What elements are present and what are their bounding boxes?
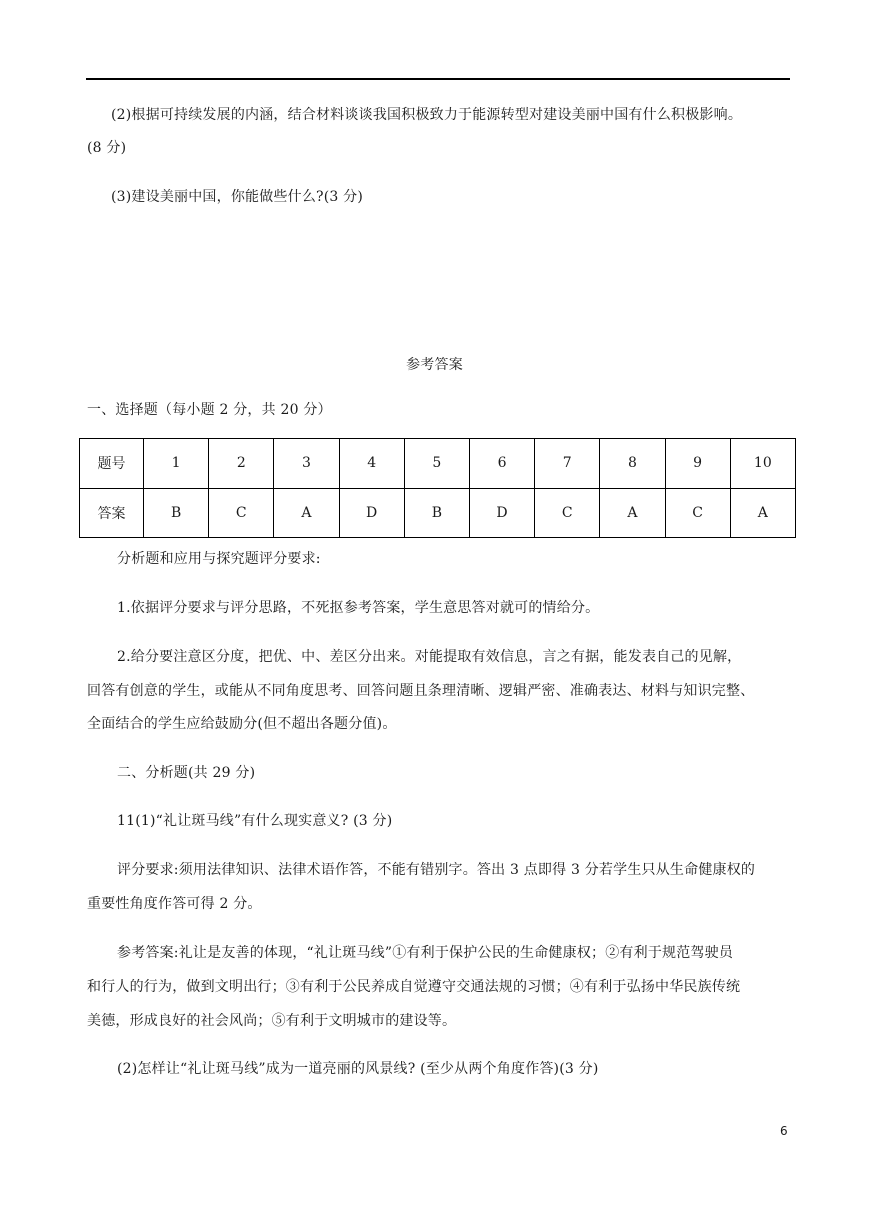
q11-answer-line3: 美德，形成良好的社会风尚；⑤有利于文明城市的建设等。 <box>87 1013 457 1029</box>
question-11-part2: (2)怎样让“礼让斑马线”成为一道亮丽的风景线? (至少从两个角度作答)(3 分) <box>117 1061 599 1077</box>
answer-table <box>79 438 796 538</box>
question-number-cell: 6 <box>469 439 534 489</box>
grading-rule-1: 1.依据评分要求与评分思路，不死抠参考答案，学生意思答对就可的情给分。 <box>117 600 600 616</box>
answer-cell: C <box>209 488 274 538</box>
answer-cell: A <box>730 488 795 538</box>
question-number-cell: 8 <box>600 439 665 489</box>
question-number-cell: 2 <box>209 439 274 489</box>
table-row <box>80 488 796 538</box>
table-row <box>80 439 796 489</box>
grading-rule-2-line2: 回答有创意的学生，或能从不同角度思考、回答问题且条理清晰、逻辑严密、准确表达、材料与知识完整、 <box>87 683 755 699</box>
section-1-title: 一、选择题（每小题 2 分，共 20 分） <box>87 402 332 418</box>
grading-heading: 分析题和应用与探究题评分要求: <box>117 551 321 567</box>
q11-answer-line2: 和行人的行为，做到文明出行；③有利于公民养成自觉遵守交通法规的习惯；④有利于弘扬中华民族传统 <box>87 979 741 995</box>
q11-answer-line1: 参考答案:礼让是友善的体现，“礼让斑马线”①有利于保护公民的生命健康权；②有利于规范驾驶员 <box>117 945 734 961</box>
answer-cell: B <box>144 488 209 538</box>
section-2-title: 二、分析题(共 29 分) <box>117 765 256 781</box>
answer-title: 参考答案 <box>406 357 463 373</box>
answer-cell: A <box>274 488 339 538</box>
q11-criteria-line2: 重要性角度作答可得 2 分。 <box>87 896 262 912</box>
question-11-part1: 11(1)“礼让斑马线”有什么现实意义? (3 分) <box>117 813 393 829</box>
grading-rule-2-line3: 全面结合的学生应给鼓励分(但不超出各题分值)。 <box>87 716 397 732</box>
question-number-cell: 5 <box>404 439 469 489</box>
answer-cell: C <box>665 488 730 538</box>
grading-rule-2-line1: 2.给分要注意区分度，把优、中、差区分出来。对能提取有效信息，言之有据，能发表自己的见解， <box>117 649 742 665</box>
answer-cell: D <box>469 488 534 538</box>
question-2-line2: (8 分) <box>87 140 127 156</box>
question-number-cell: 7 <box>535 439 600 489</box>
question-number-cell: 3 <box>274 439 339 489</box>
question-number-cell: 4 <box>339 439 404 489</box>
question-number-cell: 9 <box>665 439 730 489</box>
top-rule <box>86 78 790 80</box>
answer-cell: B <box>404 488 469 538</box>
question-3: (3)建设美丽中国，你能做些什么?(3 分) <box>111 189 364 205</box>
question-number-cell: 1 <box>144 439 209 489</box>
row-label-number: 题号 <box>80 439 144 489</box>
answer-cell: A <box>600 488 665 538</box>
answer-cell: C <box>535 488 600 538</box>
row-label-answer: 答案 <box>80 488 144 538</box>
answer-cell: D <box>339 488 404 538</box>
q11-criteria-line1: 评分要求:须用法律知识、法律术语作答，不能有错别字。答出 3 点即得 3 分若学生只从生命健康权的 <box>117 862 756 878</box>
question-number-cell: 10 <box>730 439 795 489</box>
question-2-line1: (2)根据可持续发展的内涵，结合材料谈谈我国积极致力于能源转型对建设美丽中国有什么积极影响。 <box>111 107 743 123</box>
page-number: 6 <box>780 1124 788 1138</box>
